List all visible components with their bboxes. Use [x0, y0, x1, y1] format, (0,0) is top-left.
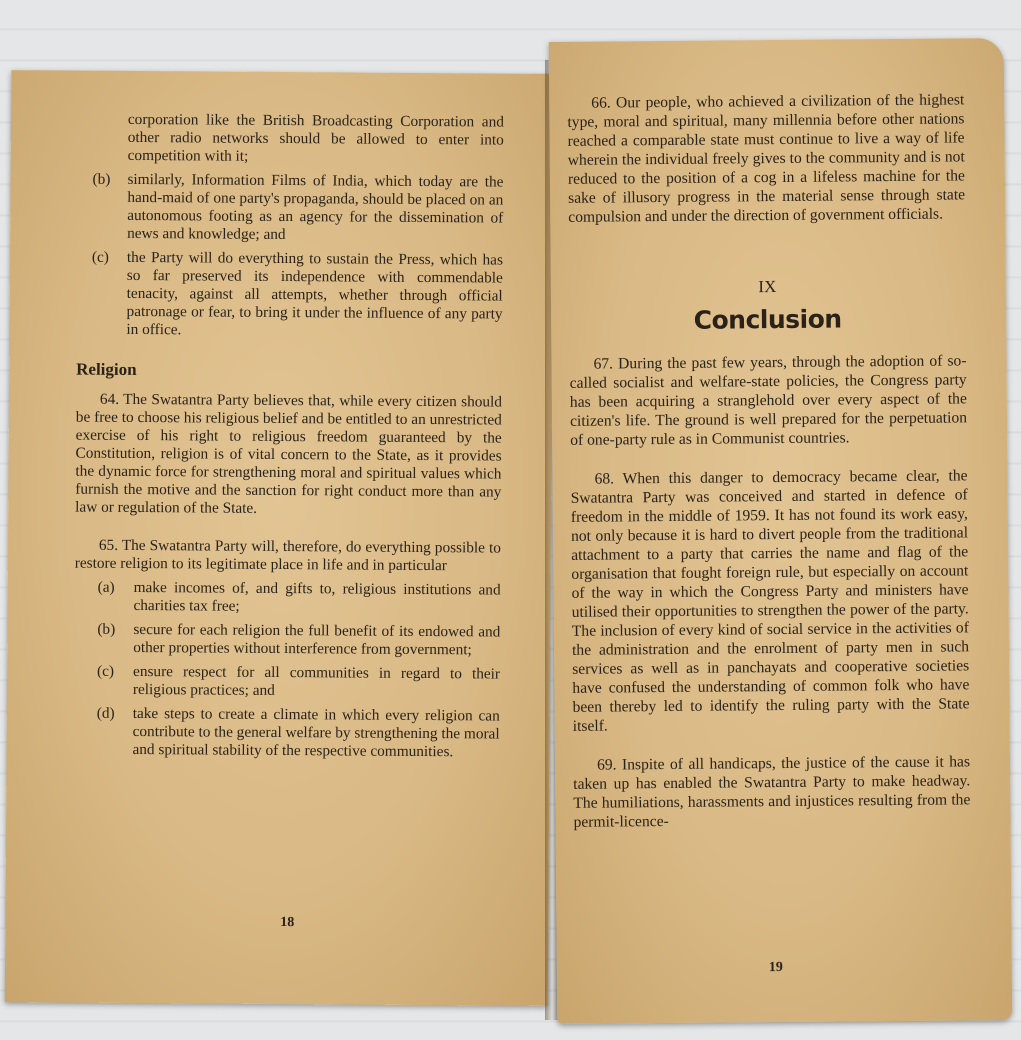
paragraph-68: 68. When this danger to democracy became clear, the Swatantra Party was conceived and started in defence of freedom in the middle of 1959. It has not found its work easy, not only because it is hard to divert people from the traditional attachment to a party that carries the name and flag of the organisation that fought foreign rule, but especially on account of the way in which the Congress Party and ministers have utilised their opportunities to strengthen the power of the party. The inclusion of every kind of social service in the activities of the administration and the enrolment of party men in such services as well as in panchayats and cooperative societies have confused the understanding of common folk who have been thereby led to identify the ruling party with the State itself. — [570, 467, 970, 735]
item-text: make incomes of, and gifts to, religious institutions and charities tax free; — [133, 578, 501, 615]
right-page — [549, 38, 1013, 1024]
paragraph-66: 66. Our people, who achieved a civilization of the highest type, moral and spiritual, many millennia before other nations reached a comparable state must continue to live a way of life wherein the individual freely gives to the community and is not reduced to the position of a cog in a lifeless machine for the sake of illusory progress in the material sense through state compulsion and under the direction of government officials. — [567, 91, 966, 226]
list-item — [91, 248, 504, 342]
paragraph-69: 69. Inspite of all handicaps, the justice of the cause it has taken up has enabled the Swatantra Party to make headway. The humiliations, harassments and injustices resulting from the permit-licence- — [573, 753, 971, 831]
item-text: take steps to create a climate in which every religion can contribute to the general welfare by strengthening the moral and spiritual stability of the respective communities. — [132, 704, 500, 761]
item-text: ensure respect for all communities in regard to their religious practices; and — [132, 662, 501, 699]
paragraph-67: 67. During the past few years, through the adoption of so-called socialist and welfare-state policies, the Congress party has been acquiring a stranglehold over every aspect of the citizen's life. The ground is well prepared for the perpetuation of one-party rule as in Communist countries. — [569, 352, 968, 449]
section-heading-religion: Religion — [76, 359, 137, 379]
item-label: (b) — [92, 170, 111, 188]
item-label: (d) — [96, 704, 115, 722]
press-items — [91, 170, 504, 342]
item-label: (b) — [97, 620, 116, 638]
page-number-right: 19 — [768, 959, 783, 976]
list-item — [97, 662, 501, 702]
item-label: (a) — [97, 578, 115, 596]
list-item — [92, 170, 504, 246]
paragraph-65: 65. The Swatantra Party will, therefore, do everything possible to restore religion to its legitimate place in life and in particular — [74, 536, 501, 575]
item-text: the Party will do everything to sustain the Press, which has so far preserved its independence with commendable tenacity, against all attempts, whether through official patronage or fear, to bring it under the influence of any party in office. — [126, 248, 504, 339]
continuation-text: corporation like the British Broadcasting Corporation and other radio networks should be allowed to enter into competition with it; — [127, 110, 504, 165]
paragraph-64: 64. The Swatantra Party believes that, while every citizen should be free to choose his religious belief and be entitled to an unrestricted exercise of his right to religious freedom guaranteed by the Constitution, religion is of vital concern to the State, as it provides the dynamic force for strengthening moral and spiritual values which furnish the motive and the sanction for right conduct more than any law or regulation of the State. — [75, 390, 503, 517]
item-text: similarly, Information Films of India, which today are the hand-maid of one party's propaganda, should be placed on an autonomous footing as an agency for the dissemination of news and knowledge; and — [127, 170, 504, 244]
page-number-left: 18 — [280, 915, 295, 931]
item-text: secure for each religion the full benefit of its endowed and other properties without interference from government; — [133, 620, 501, 659]
religion-items — [96, 579, 500, 762]
item-label: (c) — [91, 248, 109, 266]
list-item — [97, 620, 501, 660]
list-item — [96, 704, 500, 762]
left-page — [5, 70, 554, 1006]
item-label: (c) — [97, 662, 115, 680]
chapter-number: IX — [758, 277, 777, 297]
list-item — [97, 578, 501, 618]
chapter-title: Conclusion — [693, 304, 842, 335]
